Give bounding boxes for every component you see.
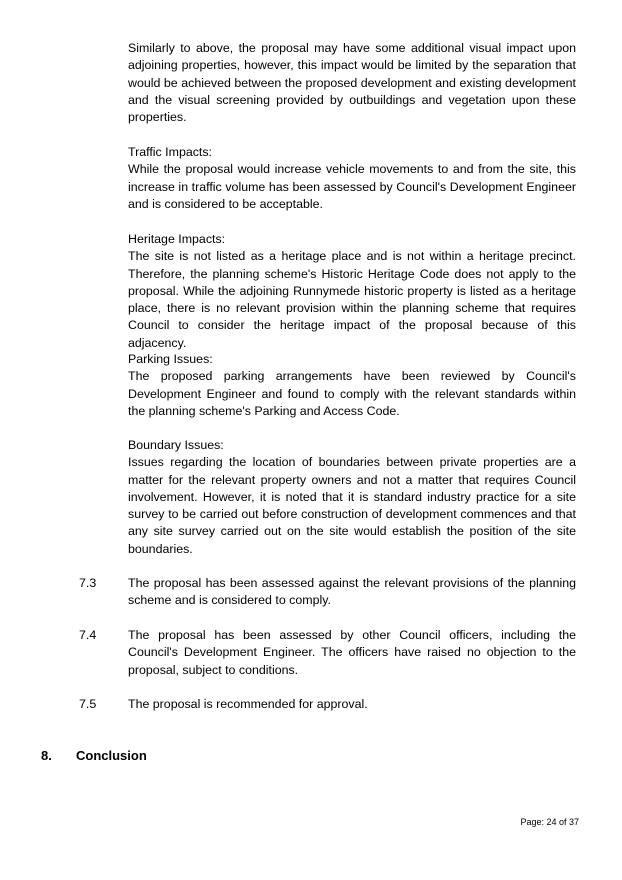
- heritage-impacts-paragraph: The site is not listed as a heritage place and is not within a heritage precinct. Therefore, the planning scheme's Historic Heritage Code does not apply to the proposal. While the adjoining Runnymede historic property is listed as a heritage place, there is no relevant provision within the planning scheme that requires Council to consider the heritage impact of the proposal because of this adjacency.: [128, 249, 576, 350]
- item-number: 7.4: [79, 628, 97, 642]
- boundary-issues-heading: Boundary Issues:: [128, 438, 224, 452]
- boundary-issues-block: [128, 437, 576, 558]
- parking-issues-paragraph: The proposed parking arrangements have been reviewed by Council's Development Engineer and found to comply with the relevant standards within the planning scheme's Parking and Access Code.: [128, 369, 576, 418]
- item-number: 7.5: [79, 697, 97, 711]
- visual-impact-paragraph: Similarly to above, the proposal may have some additional visual impact upon adjoining properties, however, this impact would be limited by the separation that would be achieved between the proposed development and existing development and the visual screening provided by outbuildings and vegetation upon these properties.: [128, 41, 576, 125]
- traffic-impacts-block: [128, 144, 576, 213]
- boundary-issues-paragraph: Issues regarding the location of boundaries between private properties are a matter for the relevant property owners and not a matter that requires Council involvement. However, it is noted that it is standard industry practice for a site survey to be carried out before construction of development commences and that any site survey carried out on the site would establish the position of the site boundaries.: [128, 455, 576, 556]
- item-number: 7.3: [79, 576, 97, 590]
- traffic-impacts-paragraph: While the proposal would increase vehicle movements to and from the site, this increase in traffic volume has been assessed by Council's Development Engineer and is considered to be acceptable.: [128, 162, 576, 211]
- item-text: The proposal is recommended for approval.: [128, 697, 368, 711]
- section-number: 8.: [41, 748, 52, 763]
- page-number: Page: 24 of 37: [520, 817, 579, 827]
- heritage-impacts-heading: Heritage Impacts:: [128, 232, 226, 246]
- parking-issues-block: [128, 351, 576, 420]
- item-text: The proposal has been assessed by other Council officers, including the Council's Development Engineer. The officers have raised no objection to the proposal, subject to conditions.: [128, 628, 576, 677]
- section-title: Conclusion: [76, 748, 147, 763]
- heritage-impacts-block: [128, 231, 576, 352]
- item-text: The proposal has been assessed against the relevant provisions of the planning scheme and is considered to comply.: [128, 576, 576, 608]
- traffic-impacts-heading: Traffic Impacts:: [128, 145, 212, 159]
- parking-issues-heading: Parking Issues:: [128, 352, 213, 366]
